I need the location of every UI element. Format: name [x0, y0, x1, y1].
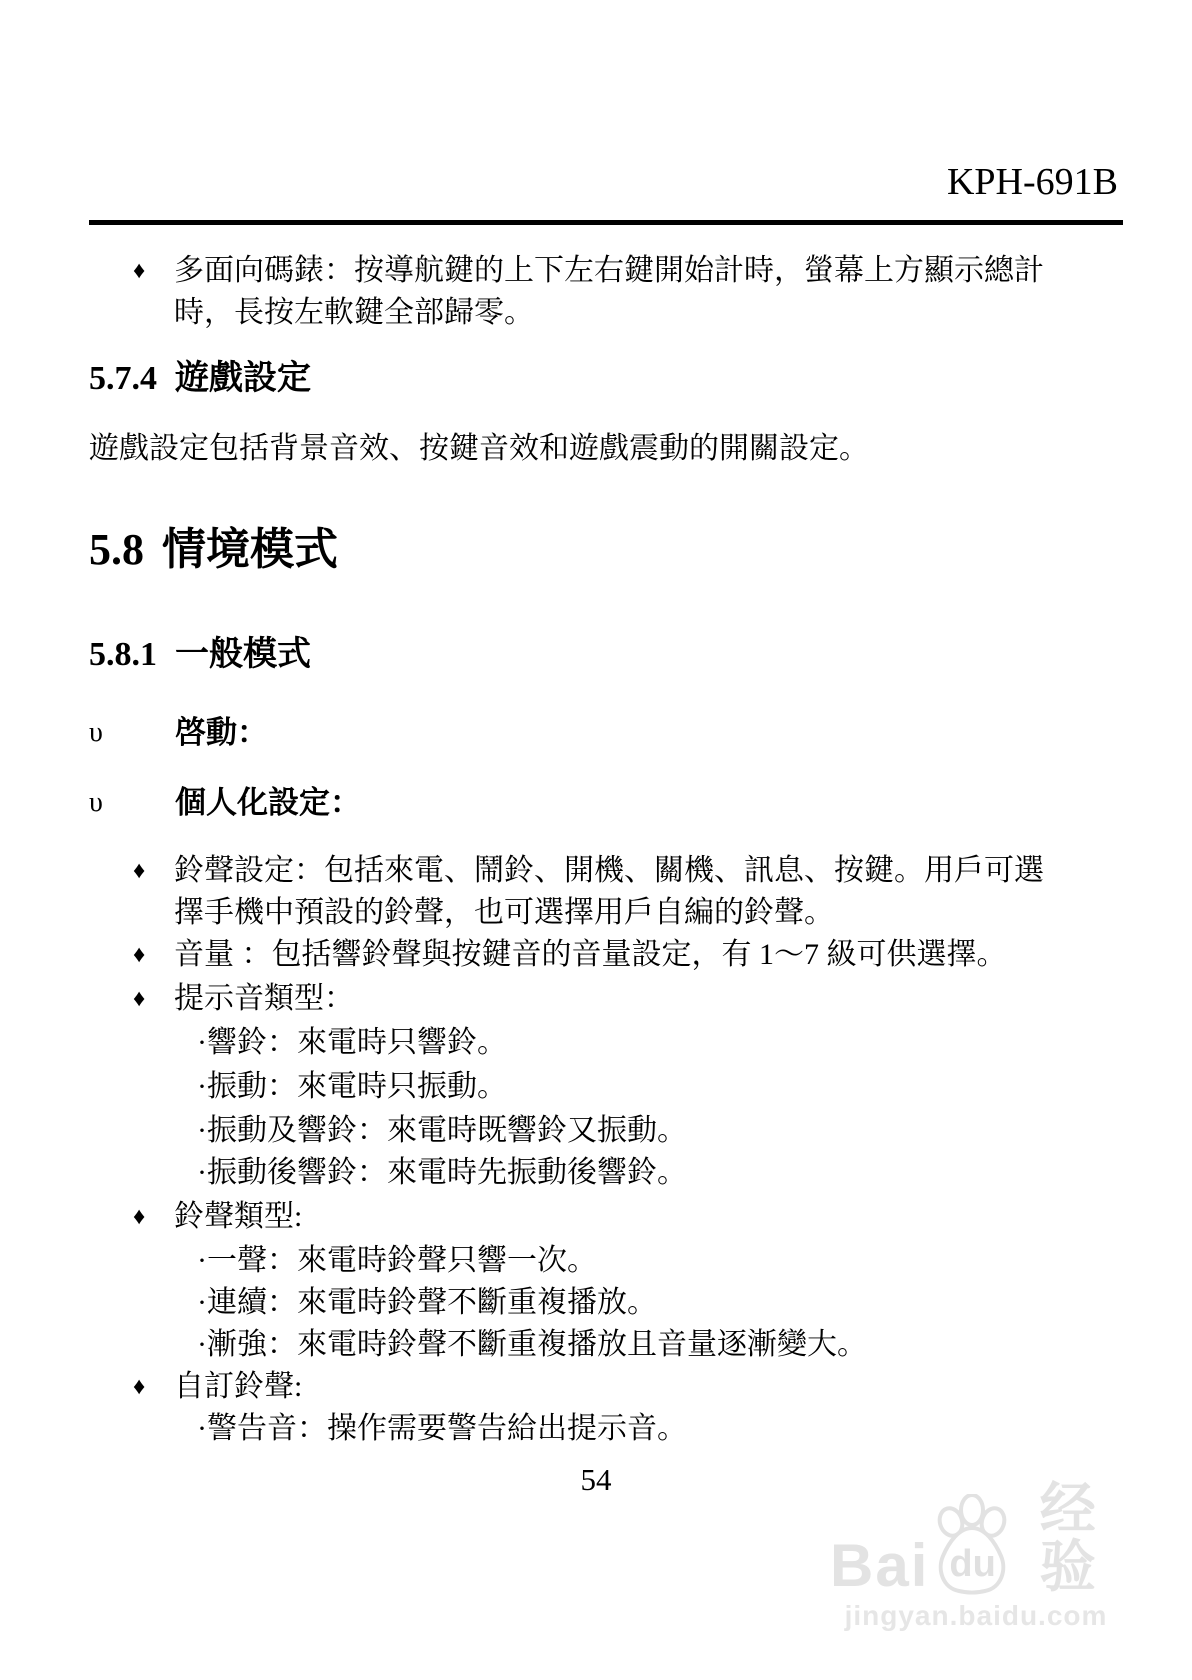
upsilon-item-activate — [89, 712, 1129, 754]
list-item-vibrate-only — [89, 1066, 1129, 1108]
heading-title: 遊戲設定 — [175, 360, 311, 397]
watermark-brand-row — [830, 1477, 1122, 1599]
heading-5-8 — [89, 522, 1129, 578]
section-5-7-4-body: 遊戲設定包括背景音效、按鍵音效和遊戲震動的開關設定。 — [89, 432, 869, 465]
heading-5-8-1 — [89, 633, 1129, 677]
diamond-bullet-icon: ♦ — [133, 1204, 146, 1230]
list-item-text: 響鈴：來電時只響鈴。 — [207, 1026, 507, 1059]
watermark-du-text: du — [949, 1543, 996, 1585]
list-item-text: 振動後響鈴：來電時先振動後響鈴。 — [207, 1156, 687, 1189]
upsilon-bullet-icon: υ — [89, 717, 103, 748]
page-number: 54 — [580, 1462, 612, 1497]
upsilon-item-personalize — [89, 782, 1129, 824]
list-item-text: 一聲：來電時鈴聲只響一次。 — [207, 1244, 597, 1277]
bullet-stopwatch-text: 多面向碼錶：按導航鍵的上下左右鍵開始計時，螢幕上方顯示總計時，長按左軟鍵全部歸零。 — [174, 254, 1044, 329]
bullet-custom-ring — [89, 1366, 1129, 1408]
diamond-bullet-icon: ♦ — [133, 1374, 146, 1400]
heading-title: 情境模式 — [162, 525, 338, 574]
bullet-ring-type-label: 鈴聲類型: — [174, 1200, 303, 1233]
bullet-ring-type — [89, 1196, 1129, 1238]
list-item-text: 振動及響鈴：來電時既響鈴又振動。 — [207, 1114, 687, 1147]
watermark-jingyan-text: 经验 — [1039, 1477, 1098, 1598]
upsilon-bullet-icon: υ — [89, 787, 103, 818]
dot-bullet-icon: · — [197, 1026, 207, 1059]
dot-bullet-icon: · — [197, 1156, 207, 1189]
watermark-bai-text: Bai — [830, 1532, 930, 1599]
bullet-volume-text: 音量 ：包括響鈴聲與按鍵音的音量設定，有 1～7 級可供選擇。 — [174, 938, 1007, 971]
document-model-header: KPH-691B — [946, 161, 1118, 203]
bullet-ring-settings — [89, 850, 1129, 934]
list-item-vibrate-and-ring — [89, 1110, 1129, 1152]
heading-number: 5.8 — [89, 525, 144, 574]
list-item-ring-only — [89, 1022, 1129, 1064]
list-item-text: 振動：來電時只振動。 — [207, 1070, 507, 1103]
list-item-text: 漸強：來電時鈴聲不斷重複播放且音量逐漸變大。 — [207, 1328, 867, 1361]
dot-bullet-icon: · — [197, 1244, 207, 1277]
dot-bullet-icon: · — [197, 1328, 207, 1361]
watermark-url: jingyan.baidu.com — [844, 1600, 1108, 1631]
personalize-label: 個人化設定： — [175, 785, 361, 820]
heading-title: 一般模式 — [175, 636, 311, 673]
dot-bullet-icon: · — [197, 1286, 207, 1319]
dot-bullet-icon: · — [197, 1070, 207, 1103]
page-content — [89, 245, 1129, 1450]
bullet-stopwatch — [89, 250, 1129, 334]
baidu-jingyan-watermark — [830, 1477, 1122, 1632]
list-item-warning-tone — [89, 1408, 1129, 1450]
heading-5-7-4 — [89, 357, 1129, 401]
list-item-ring-once — [89, 1240, 1129, 1282]
list-item-ring-crescendo — [89, 1324, 1129, 1366]
heading-number: 5.8.1 — [89, 636, 157, 673]
diamond-bullet-icon: ♦ — [133, 942, 146, 968]
dot-bullet-icon: · — [197, 1412, 207, 1445]
header-rule — [89, 220, 1123, 225]
list-item-text: 警告音：操作需要警告給出提示音。 — [207, 1412, 687, 1445]
list-item-text: 連續：來電時鈴聲不斷重複播放。 — [207, 1286, 657, 1319]
bullet-alert-type-label: 提示音類型： — [174, 982, 354, 1015]
diamond-bullet-icon: ♦ — [133, 858, 146, 884]
heading-number: 5.7.4 — [89, 360, 157, 397]
bullet-alert-type — [89, 978, 1129, 1020]
baidu-paw-icon — [929, 1494, 1015, 1596]
activate-label: 啓動： — [175, 715, 268, 750]
list-item-vibrate-then-ring — [89, 1152, 1129, 1194]
bullet-ring-settings-text: 鈴聲設定：包括來電、鬧鈴、開機、關機、訊息、按鍵。用戶可選擇手機中預設的鈴聲，也可選擇用戶自編的鈴聲。 — [174, 854, 1044, 929]
list-item-ring-continuous — [89, 1282, 1129, 1324]
bullet-custom-ring-label: 自訂鈴聲: — [174, 1370, 303, 1403]
diamond-bullet-icon: ♦ — [133, 258, 146, 284]
dot-bullet-icon: · — [197, 1114, 207, 1147]
diamond-bullet-icon: ♦ — [133, 986, 146, 1012]
bullet-volume — [89, 934, 1129, 976]
